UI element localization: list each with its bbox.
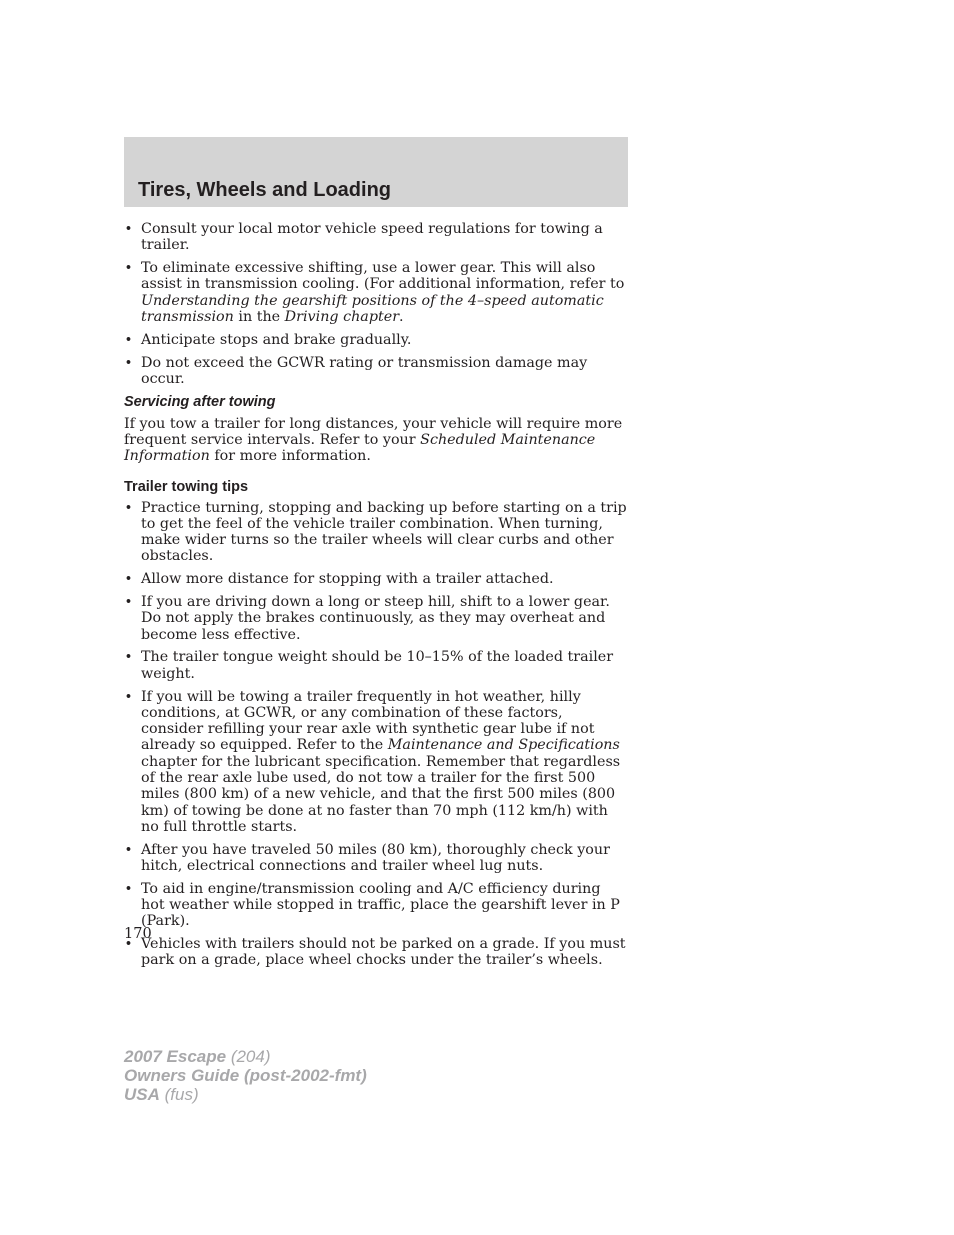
footer-market-code: (fus) <box>159 1085 199 1104</box>
footer-model-code: (204) <box>226 1047 271 1066</box>
text-run: for more information. <box>209 448 371 465</box>
text-run: Vehicles with trailers should not be parked on a grade. If you must park on a grade, place wheel chocks under the trailer’s wheels. <box>141 936 626 969</box>
bullet-list-tips <box>124 500 628 969</box>
text-run: After you have traveled 50 miles (80 km), thoroughly check your hitch, electrical connections and trailer wheel lug nuts. <box>141 841 610 874</box>
bullet-item <box>124 881 628 930</box>
bullet-item <box>124 355 628 388</box>
servicing-paragraph <box>124 416 628 465</box>
text-run: If you tow a trailer for long distances, your vehicle will require more frequent service intervals. Refer to your <box>124 415 623 448</box>
page-content <box>124 221 628 975</box>
text-run: Do not exceed the GCWR rating or transmission damage may occur. <box>141 354 588 387</box>
italic-reference: Driving chapter <box>284 308 400 325</box>
text-run: If you are driving down a long or steep hill, shift to a lower gear. Do not apply the brakes continuously, as they may overheat and become less effective. <box>141 594 610 643</box>
footer-line-2: Owners Guide (post-2002-fmt) <box>124 1066 367 1085</box>
tips-heading: Trailer towing tips <box>124 478 249 495</box>
bullet-item <box>124 260 628 325</box>
bullet-item <box>124 571 628 587</box>
text-run: To eliminate excessive shifting, use a lower gear. This will also assist in transmission cooling. (For additional information, refer to <box>141 260 625 293</box>
footer-model: 2007 Escape <box>124 1047 227 1066</box>
text-run: Consult your local motor vehicle speed regulations for towing a trailer. <box>141 221 603 254</box>
italic-reference: Scheduled Maintenance Information <box>124 431 596 465</box>
text-run: To aid in engine/transmission cooling and A/C efficiency during hot weather while stopped in traffic, place the gearshift lever in P (Park). <box>141 880 620 930</box>
text-run: in the <box>233 308 285 325</box>
text-run: Allow more distance for stopping with a trailer attached. <box>141 571 554 588</box>
bullet-list-top <box>124 221 628 387</box>
text-run: Anticipate stops and brake gradually. <box>141 331 412 348</box>
text-run: Practice turning, stopping and backing up before starting on a trip to get the feel of the vehicle trailer combination. When turning, make wider turns so the trailer wheels will clear curbs and other obstacles. <box>141 499 627 565</box>
bullet-item <box>124 689 628 836</box>
text-run: chapter for the lubricant specification. Remember that regardless of the rear axle lube used, do not tow a trailer for the first 500 miles (800 km) of a new vehicle, and that the first 500 miles (800 km) of towing be done at no faster than 70 mph (112 km/h) with no full throttle starts. <box>141 753 621 835</box>
bullet-item <box>124 332 628 348</box>
bullet-item <box>124 221 628 254</box>
section-header <box>124 137 628 207</box>
servicing-heading: Servicing after towing <box>124 393 276 410</box>
footer-line-1 <box>124 1047 367 1066</box>
text-run: The trailer tongue weight should be 10–15% of the loaded trailer weight. <box>141 649 614 682</box>
text-run: . <box>399 308 404 325</box>
bullet-item <box>124 936 628 969</box>
italic-reference: Maintenance and Specifications <box>387 737 620 754</box>
section-title: Tires, Wheels and Loading <box>138 179 392 201</box>
bullet-item <box>124 500 628 565</box>
bullet-item <box>124 649 628 682</box>
document-footer <box>124 1047 367 1104</box>
text-run: If you will be towing a trailer frequently in hot weather, hilly conditions, at GCWR, or any combination of these factors, consider refilling your rear axle with synthetic gear lube if not already so equipped. Refer to the <box>141 688 595 754</box>
italic-reference: Understanding the gearshift positions of the 4–speed automatic transmission <box>141 292 604 325</box>
bullet-item <box>124 594 628 643</box>
bullet-item <box>124 842 628 875</box>
footer-line-3 <box>124 1085 367 1104</box>
page-number: 170 <box>124 926 152 942</box>
footer-market: USA <box>124 1085 160 1104</box>
